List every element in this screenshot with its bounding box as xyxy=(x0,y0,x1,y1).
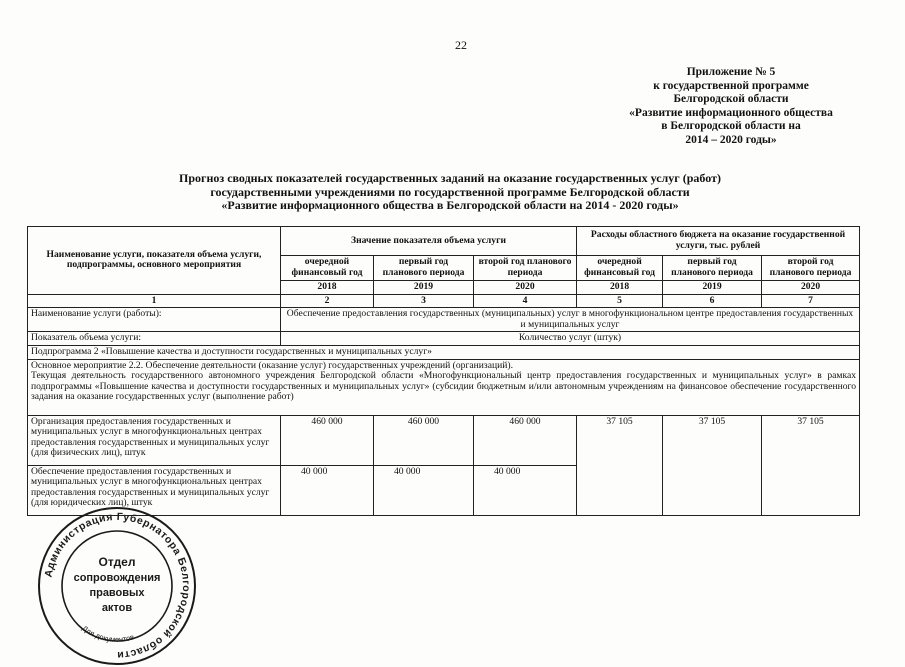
document-title xyxy=(120,172,780,213)
sub-header: первый год планового периода xyxy=(663,256,762,281)
svg-text:Для документов xyxy=(80,624,135,644)
service-name-value: Обеспечение предоставления государственных (муниципальных) услуг в многофункциональном центре предоставления государственных и муниципальных услуг xyxy=(281,308,860,332)
column-number: 3 xyxy=(374,294,474,308)
main-activity-title: Основное мероприятие 2.2. Обеспечение деятельности (оказание услуг) государственных учреждений (организаций). xyxy=(31,359,513,371)
appendix-line: «Развитие информационного общества xyxy=(629,106,833,119)
year-cell: 2020 xyxy=(762,281,860,295)
main-activity-description: Текущая деятельность государственного автономного учреждения Белгородской области «Многофункциональный центр предоставления государственных и муниципальных услуг» в рамках подпрограммы «Повышение качества и доступности государственных и муниципальных услуг» (субсидии бюджетным и/или автономным учреждениям на финансовое обеспечение государственного задания на оказание государственных услуг (выполнение работ) xyxy=(31,370,857,403)
value-2018: 460 000 xyxy=(281,415,374,465)
indicator-value: Количество услуг (штук) xyxy=(281,332,860,346)
main-activity-row xyxy=(28,359,860,415)
row-name: Организация предоставления государственных и муниципальных услуг в многофункциональных центрах предоставления государственных и муниципальных услуг (для физических лиц), штук xyxy=(28,415,281,465)
appendix-line: 2014 – 2020 годы» xyxy=(685,133,777,146)
indicators-table xyxy=(27,226,860,516)
stamp-line: актов xyxy=(101,602,133,614)
indicator-label: Показатель объема услуги: xyxy=(28,332,281,346)
appendix-header xyxy=(600,66,862,148)
sub-header: очередной финансовый год xyxy=(281,256,374,281)
stamp-bottom-text: Для документов xyxy=(80,623,136,644)
title-line: государственными учреждениями по государственной программе Белгородской области xyxy=(210,184,690,199)
value-2019: 40 000 xyxy=(374,465,474,515)
column-number: 7 xyxy=(762,294,860,308)
appendix-line: к государственной программе xyxy=(653,79,809,92)
sub-header: первый год планового периода xyxy=(374,256,474,281)
column-number: 2 xyxy=(281,294,374,308)
stamp-line: Отдел xyxy=(98,555,136,569)
official-stamp xyxy=(36,505,198,667)
value-2020: 460 000 xyxy=(474,415,577,465)
year-cell: 2019 xyxy=(374,281,474,295)
sub-header: второй год планового периода xyxy=(762,256,860,281)
column-number: 4 xyxy=(474,294,577,308)
expense-2018: 37 105 xyxy=(577,415,663,515)
row-name: Обеспечение предоставления государственных и муниципальных услуг в многофункциональных центрах предоставления государственных и муниципальных услуг (для юридических лиц), штук xyxy=(28,465,281,515)
appendix-line: в Белгородской области на xyxy=(661,120,801,133)
volume-group-header: Значение показателя объема услуги xyxy=(281,227,577,256)
column-number: 6 xyxy=(663,294,762,308)
column-number: 1 xyxy=(28,294,281,308)
year-cell: 2019 xyxy=(663,281,762,295)
sub-header: очередной финансовый год xyxy=(577,256,663,281)
service-name-label: Наименование услуги (работы): xyxy=(28,308,281,332)
value-2020: 40 000 xyxy=(474,465,577,515)
year-cell: 2020 xyxy=(474,281,577,295)
value-2019: 460 000 xyxy=(374,415,474,465)
title-line: «Развитие информационного общества в Белгородской области на 2014 - 2020 годы» xyxy=(221,198,679,212)
page-number: 22 xyxy=(455,38,467,52)
expense-2019: 37 105 xyxy=(663,415,762,515)
expense-2020: 37 105 xyxy=(762,415,860,515)
stamp-ring-text: Администрация Губернатора Белгородской области xyxy=(42,510,193,662)
subprogram-row: Подпрограмма 2 «Повышение качества и доступности государственных и муниципальных услуг» xyxy=(28,345,860,359)
year-cell: 2018 xyxy=(281,281,374,295)
appendix-line: Белгородской области xyxy=(673,93,789,106)
title-line: Прогноз сводных показателей государственных заданий на оказание государственных услуг (работ) xyxy=(179,171,721,185)
expense-group-header: Расходы областного бюджета на оказание государственной услуги, тыс. рублей xyxy=(577,227,860,256)
year-cell: 2018 xyxy=(577,281,663,295)
sub-header: второй год планового периода xyxy=(474,256,577,281)
stamp-inner-ring xyxy=(62,531,172,641)
value-2018: 40 000 xyxy=(281,465,374,515)
stamp-line: правовых xyxy=(89,587,145,599)
appendix-line: Приложение № 5 xyxy=(686,66,776,78)
column-number: 5 xyxy=(577,294,663,308)
stamp-line: сопровождения xyxy=(73,572,161,584)
name-column-header: Наименование услуги, показателя объема услуги, подпрограммы, основного мероприятия xyxy=(28,227,281,295)
